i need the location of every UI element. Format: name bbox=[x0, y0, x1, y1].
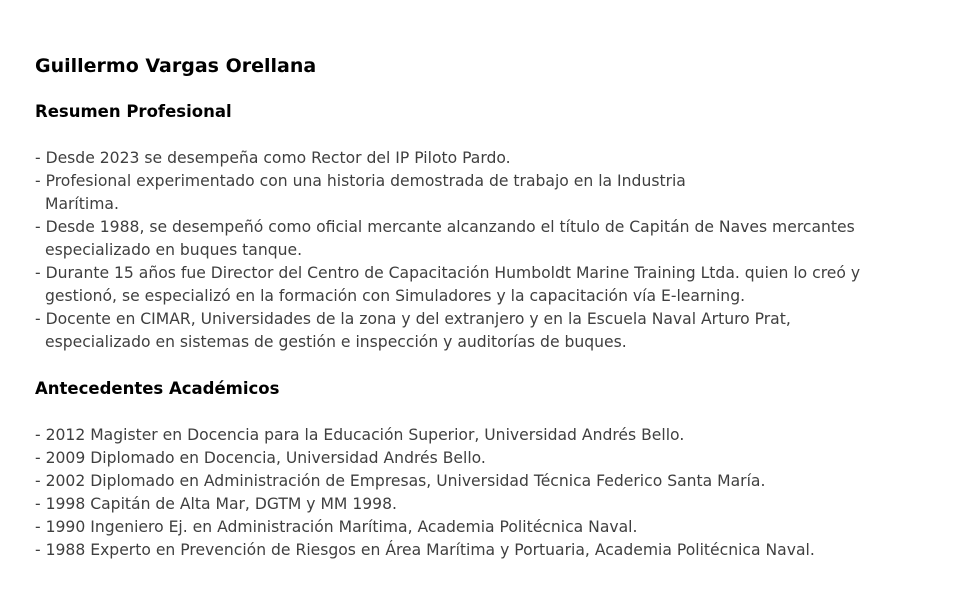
academicos-line: - 1988 Experto en Prevención de Riesgos en Área Marítima y Portuaria, Academia Politécnica Naval. bbox=[35, 541, 815, 559]
resumen-line-continuation: gestionó, se especializó en la formación con Simuladores y la capacitación vía E-learning. bbox=[45, 287, 746, 305]
academicos-line: - 1990 Ingeniero Ej. en Administración Marítima, Academia Politécnica Naval. bbox=[35, 518, 638, 536]
academicos-line: - 2002 Diplomado en Administración de Empresas, Universidad Técnica Federico Santa María. bbox=[35, 472, 766, 490]
resumen-text-block bbox=[35, 147, 860, 354]
resumen-line: - Docente en CIMAR, Universidades de la zona y del extranjero y en la Escuela Naval Arturo Prat, bbox=[35, 310, 791, 328]
person-name: Guillermo Vargas Orellana bbox=[35, 55, 317, 77]
academicos-line: - 1998 Capitán de Alta Mar, DGTM y MM 1998. bbox=[35, 495, 397, 513]
section-heading-academicos: Antecedentes Académicos bbox=[35, 379, 280, 398]
resumen-line-continuation: especializado en sistemas de gestión e inspección y auditorías de buques. bbox=[45, 333, 627, 351]
resumen-line: - Desde 2023 se desempeña como Rector del IP Piloto Pardo. bbox=[35, 149, 511, 167]
resumen-line: - Desde 1988, se desempeñó como oficial mercante alcanzando el título de Capitán de Naves mercantes bbox=[35, 218, 855, 236]
section-heading-resumen: Resumen Profesional bbox=[35, 102, 232, 121]
academicos-line: - 2009 Diplomado en Docencia, Universidad Andrés Bello. bbox=[35, 449, 486, 467]
resumen-line: - Durante 15 años fue Director del Centro de Capacitación Humboldt Marine Training Ltda. quien lo creó y bbox=[35, 264, 861, 282]
resumen-line-continuation: Marítima. bbox=[45, 195, 119, 213]
resumen-line: - Profesional experimentado con una historia demostrada de trabajo en la Industria bbox=[35, 172, 686, 190]
resumen-line-continuation: especializado en buques tanque. bbox=[45, 241, 303, 259]
academicos-text-block bbox=[35, 424, 815, 562]
academicos-line: - 2012 Magister en Docencia para la Educación Superior, Universidad Andrés Bello. bbox=[35, 426, 685, 444]
